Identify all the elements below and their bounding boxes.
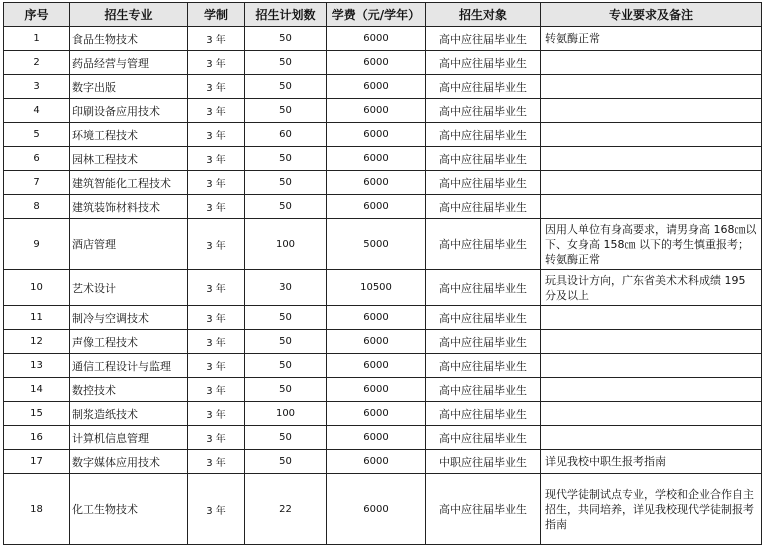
- tuition-fee: 6000: [327, 354, 426, 378]
- table-row: [4, 426, 762, 450]
- enrollment-plan: 50: [245, 27, 327, 51]
- duration: 3 年: [188, 354, 245, 378]
- table-row: [4, 450, 762, 474]
- tuition-fee: 6000: [327, 99, 426, 123]
- row-number: 6: [4, 147, 70, 171]
- tuition-fee: 6000: [327, 195, 426, 219]
- remarks: [541, 123, 762, 147]
- duration: 3 年: [188, 330, 245, 354]
- tuition-fee: 6000: [327, 474, 426, 545]
- tuition-fee: 6000: [327, 51, 426, 75]
- remarks: [541, 99, 762, 123]
- major-name: 声像工程技术: [70, 330, 188, 354]
- major-name: 食品生物技术: [70, 27, 188, 51]
- header-major: 招生专业: [70, 3, 188, 27]
- target-students: 高中应往届毕业生: [426, 51, 541, 75]
- enrollment-plan: 50: [245, 354, 327, 378]
- tuition-fee: 6000: [327, 378, 426, 402]
- table-header: [4, 3, 762, 27]
- tuition-fee: 6000: [327, 450, 426, 474]
- remarks: [541, 51, 762, 75]
- tuition-fee: 6000: [327, 330, 426, 354]
- enrollment-plan: 50: [245, 426, 327, 450]
- enrollment-plan: 22: [245, 474, 327, 545]
- enrollment-plan: 30: [245, 270, 327, 306]
- duration: 3 年: [188, 378, 245, 402]
- row-number: 9: [4, 219, 70, 270]
- target-students: 高中应往届毕业生: [426, 123, 541, 147]
- enrollment-plan: 50: [245, 147, 327, 171]
- row-number: 14: [4, 378, 70, 402]
- enrollment-plan: 50: [245, 195, 327, 219]
- row-number: 11: [4, 306, 70, 330]
- enrollment-plan: 100: [245, 402, 327, 426]
- duration: 3 年: [188, 99, 245, 123]
- major-name: 艺术设计: [70, 270, 188, 306]
- duration: 3 年: [188, 147, 245, 171]
- remarks: [541, 147, 762, 171]
- major-name: 计算机信息管理: [70, 426, 188, 450]
- enrollment-plan: 50: [245, 171, 327, 195]
- row-number: 16: [4, 426, 70, 450]
- major-name: 酒店管理: [70, 219, 188, 270]
- row-number: 17: [4, 450, 70, 474]
- remarks: [541, 306, 762, 330]
- major-name: 数控技术: [70, 378, 188, 402]
- remarks: 玩具设计方向，广东省美术术科成绩 195 分及以上: [541, 270, 762, 306]
- target-students: 高中应往届毕业生: [426, 330, 541, 354]
- tuition-fee: 6000: [327, 75, 426, 99]
- tuition-fee: 6000: [327, 123, 426, 147]
- enrollment-plan: 50: [245, 75, 327, 99]
- remarks: [541, 171, 762, 195]
- remarks: 详见我校中职生报考指南: [541, 450, 762, 474]
- target-students: 高中应往届毕业生: [426, 99, 541, 123]
- row-number: 13: [4, 354, 70, 378]
- remarks: [541, 402, 762, 426]
- table-row: [4, 171, 762, 195]
- row-number: 8: [4, 195, 70, 219]
- major-name: 建筑装饰材料技术: [70, 195, 188, 219]
- major-name: 印刷设备应用技术: [70, 99, 188, 123]
- enrollment-plan: 50: [245, 306, 327, 330]
- header-no: 序号: [4, 3, 70, 27]
- target-students: 高中应往届毕业生: [426, 75, 541, 99]
- tuition-fee: 6000: [327, 27, 426, 51]
- duration: 3 年: [188, 450, 245, 474]
- remarks: 现代学徒制试点专业，学校和企业合作自主招生，共同培养，详见我校现代学徒制报考指南: [541, 474, 762, 545]
- duration: 3 年: [188, 306, 245, 330]
- table-row: [4, 306, 762, 330]
- enrollment-plan: 50: [245, 450, 327, 474]
- major-name: 园林工程技术: [70, 147, 188, 171]
- table-row: [4, 402, 762, 426]
- header-target: 招生对象: [426, 3, 541, 27]
- table-row: [4, 51, 762, 75]
- table-row: [4, 147, 762, 171]
- enrollment-plan: 100: [245, 219, 327, 270]
- row-number: 1: [4, 27, 70, 51]
- tuition-fee: 6000: [327, 426, 426, 450]
- enrollment-plan: 60: [245, 123, 327, 147]
- target-students: 高中应往届毕业生: [426, 378, 541, 402]
- duration: 3 年: [188, 171, 245, 195]
- remarks: [541, 195, 762, 219]
- major-name: 环境工程技术: [70, 123, 188, 147]
- remarks: 因用人单位有身高要求，请男身高 168㎝以下、女身高 158㎝ 以下的考生慎重报考；转氨酶正常: [541, 219, 762, 270]
- major-name: 药品经营与管理: [70, 51, 188, 75]
- duration: 3 年: [188, 270, 245, 306]
- target-students: 高中应往届毕业生: [426, 426, 541, 450]
- table-row: [4, 354, 762, 378]
- header-fee: 学费（元/学年）: [327, 3, 426, 27]
- target-students: 高中应往届毕业生: [426, 147, 541, 171]
- table-row: [4, 27, 762, 51]
- enrollment-plan: 50: [245, 99, 327, 123]
- major-name: 数字媒体应用技术: [70, 450, 188, 474]
- tuition-fee: 6000: [327, 306, 426, 330]
- tuition-fee: 10500: [327, 270, 426, 306]
- page: [0, 2, 768, 545]
- table-row: [4, 474, 762, 545]
- target-students: 高中应往届毕业生: [426, 474, 541, 545]
- target-students: 高中应往届毕业生: [426, 402, 541, 426]
- table-row: [4, 270, 762, 306]
- duration: 3 年: [188, 219, 245, 270]
- target-students: 中职应往届毕业生: [426, 450, 541, 474]
- enrollment-plan: 50: [245, 51, 327, 75]
- table-row: [4, 123, 762, 147]
- row-number: 12: [4, 330, 70, 354]
- target-students: 高中应往届毕业生: [426, 219, 541, 270]
- target-students: 高中应往届毕业生: [426, 171, 541, 195]
- target-students: 高中应往届毕业生: [426, 306, 541, 330]
- row-number: 15: [4, 402, 70, 426]
- duration: 3 年: [188, 426, 245, 450]
- table-body: [4, 27, 762, 545]
- major-name: 制浆造纸技术: [70, 402, 188, 426]
- enrollment-plan: 50: [245, 330, 327, 354]
- duration: 3 年: [188, 51, 245, 75]
- header-row: [4, 3, 762, 27]
- major-name: 化工生物技术: [70, 474, 188, 545]
- major-name: 制冷与空调技术: [70, 306, 188, 330]
- row-number: 5: [4, 123, 70, 147]
- header-plan: 招生计划数: [245, 3, 327, 27]
- remarks: 转氨酶正常: [541, 27, 762, 51]
- table-row: [4, 219, 762, 270]
- remarks: [541, 378, 762, 402]
- tuition-fee: 6000: [327, 147, 426, 171]
- table-row: [4, 75, 762, 99]
- row-number: 2: [4, 51, 70, 75]
- row-number: 3: [4, 75, 70, 99]
- duration: 3 年: [188, 75, 245, 99]
- duration: 3 年: [188, 402, 245, 426]
- row-number: 10: [4, 270, 70, 306]
- table-row: [4, 330, 762, 354]
- duration: 3 年: [188, 123, 245, 147]
- remarks: [541, 330, 762, 354]
- enrollment-plan: 50: [245, 378, 327, 402]
- row-number: 7: [4, 171, 70, 195]
- duration: 3 年: [188, 27, 245, 51]
- remarks: [541, 75, 762, 99]
- header-note: 专业要求及备注: [541, 3, 762, 27]
- admission-table: [3, 2, 762, 545]
- table-row: [4, 378, 762, 402]
- remarks: [541, 354, 762, 378]
- row-number: 18: [4, 474, 70, 545]
- row-number: 4: [4, 99, 70, 123]
- header-duration: 学制: [188, 3, 245, 27]
- duration: 3 年: [188, 474, 245, 545]
- target-students: 高中应往届毕业生: [426, 27, 541, 51]
- duration: 3 年: [188, 195, 245, 219]
- tuition-fee: 6000: [327, 171, 426, 195]
- major-name: 数字出版: [70, 75, 188, 99]
- major-name: 建筑智能化工程技术: [70, 171, 188, 195]
- tuition-fee: 6000: [327, 402, 426, 426]
- table-row: [4, 99, 762, 123]
- major-name: 通信工程设计与监理: [70, 354, 188, 378]
- tuition-fee: 5000: [327, 219, 426, 270]
- table-row: [4, 195, 762, 219]
- remarks: [541, 426, 762, 450]
- target-students: 高中应往届毕业生: [426, 195, 541, 219]
- target-students: 高中应往届毕业生: [426, 270, 541, 306]
- target-students: 高中应往届毕业生: [426, 354, 541, 378]
